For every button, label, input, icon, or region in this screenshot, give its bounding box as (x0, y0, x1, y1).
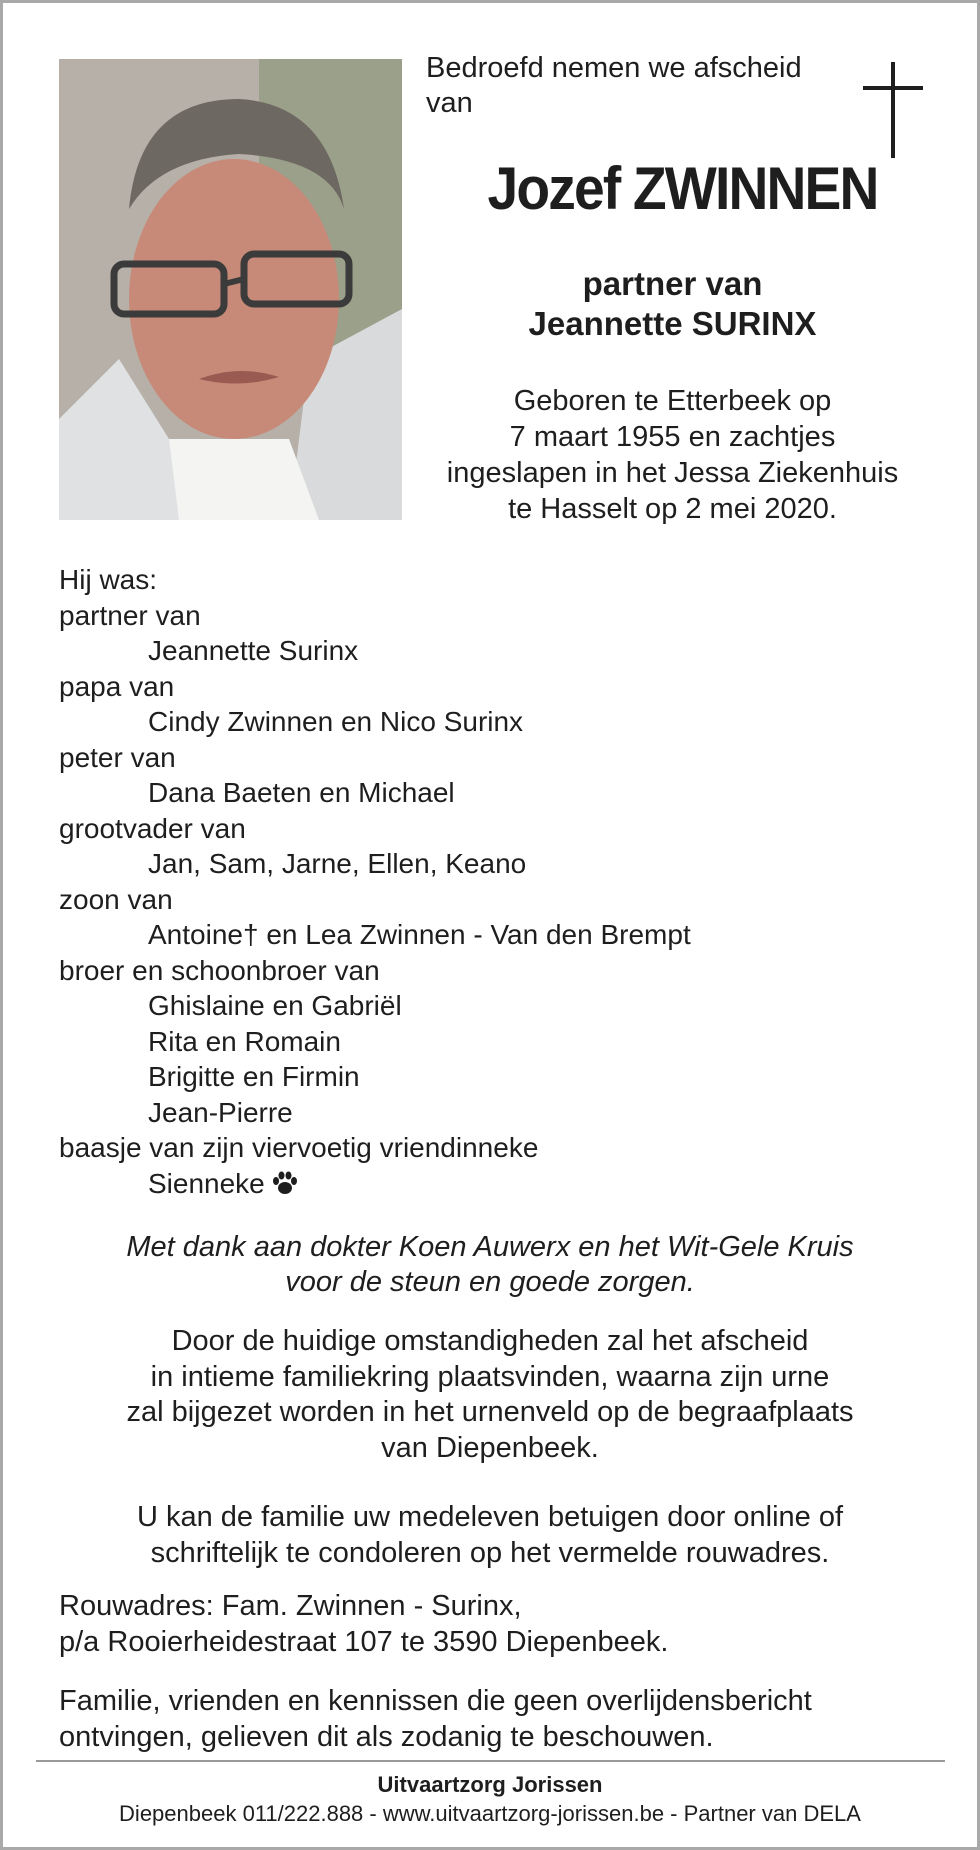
relation-line: Cindy Zwinnen en Nico Surinx (148, 706, 524, 737)
relation-line: partner van (59, 599, 201, 631)
relation-line: peter van (59, 741, 176, 773)
relation-line: Ghislaine en Gabriël (148, 990, 402, 1021)
relation-line: Brigitte en Firmin (148, 1061, 360, 1092)
farewell-line-4: van Diepenbeek. (381, 1431, 599, 1464)
partner-name: Jeannette SURINX (528, 305, 817, 342)
condolences-text (40, 1500, 940, 1571)
deceased-photo (59, 59, 402, 520)
partner-label: partner van (582, 265, 763, 302)
birth-line-4: te Hasselt op 2 mei 2020. (508, 493, 837, 525)
pet-name: Sienneke (148, 1167, 265, 1199)
partner-block (430, 264, 915, 344)
relation-line-pet (59, 1166, 919, 1202)
relation-line: zoon van (59, 883, 173, 915)
relation-line: papa van (59, 670, 175, 702)
birth-line-3: ingeslapen in het Jessa Ziekenhuis (446, 457, 899, 489)
deceased-name: Jozef ZWINNEN (487, 155, 878, 222)
relations-list (59, 562, 919, 1201)
relation-line: Jean-Pierre (148, 1096, 293, 1128)
paw-icon (271, 1169, 299, 1197)
birth-line-1: Geboren te Etterbeek op (513, 385, 832, 417)
cross-icon (863, 62, 923, 158)
thanks-line-1: Met dank aan dokter Koen Auwerx en het Wit-Gele Kruis (126, 1231, 854, 1263)
notice-line-1: Familie, vrienden en kennissen die geen overlijdensbericht (59, 1685, 812, 1717)
relation-line: Jeannette Surinx (148, 635, 359, 666)
thanks-line-2: voor de steun en goede zorgen. (285, 1266, 695, 1298)
intro-text: Bedroefd nemen we afscheid van (426, 52, 802, 119)
notice-line-2: ontvingen, gelieven dit als zodanig te beschouwen. (59, 1720, 714, 1753)
condolences-line-2: schriftelijk te condoleren op het vermelde rouwadres. (150, 1536, 830, 1569)
relation-line: Jan, Sam, Jarne, Ellen, Keano (148, 848, 527, 879)
thanks-text (40, 1230, 940, 1300)
farewell-line-2: in intieme familiekring plaatsvinden, waarna zijn urne (150, 1360, 830, 1393)
address-line-2: p/a Rooierheidestraat 107 te 3590 Diepenbeek. (59, 1625, 669, 1658)
relations-heading: Hij was: (59, 564, 158, 595)
relation-line: Dana Baeten en Michael (148, 777, 455, 808)
relation-line: broer en schoonbroer van (59, 954, 380, 986)
notice-text (59, 1684, 939, 1755)
farewell-line-3: zal bijgezet worden in het urnenveld op de begraafplaats (126, 1396, 854, 1428)
birth-line-2: 7 maart 1955 en zachtjes (509, 421, 836, 453)
relation-line: grootvader van (59, 812, 246, 844)
farewell-line-1: Door de huidige omstandigheden zal het afscheid (171, 1325, 809, 1357)
relation-line: Antoine† en Lea Zwinnen - Van den Brempt (148, 919, 691, 950)
funeral-home-contact: Diepenbeek 011/222.888 - www.uitvaartzorg-jorissen.be - Partner van DELA (119, 1801, 861, 1826)
condolences-line-1: U kan de familie uw medeleven betuigen door online of (136, 1501, 844, 1533)
funeral-home-name: Uitvaartzorg Jorissen (377, 1772, 603, 1797)
mourning-address (59, 1589, 939, 1660)
birth-death-info (420, 383, 925, 527)
address-line-1: Rouwadres: Fam. Zwinnen - Surinx, (59, 1590, 522, 1622)
relation-line: baasje van zijn viervoetig vriendinneke (59, 1132, 539, 1163)
farewell-text (40, 1324, 940, 1466)
footer-divider (36, 1760, 945, 1762)
relation-line: Rita en Romain (148, 1025, 341, 1057)
